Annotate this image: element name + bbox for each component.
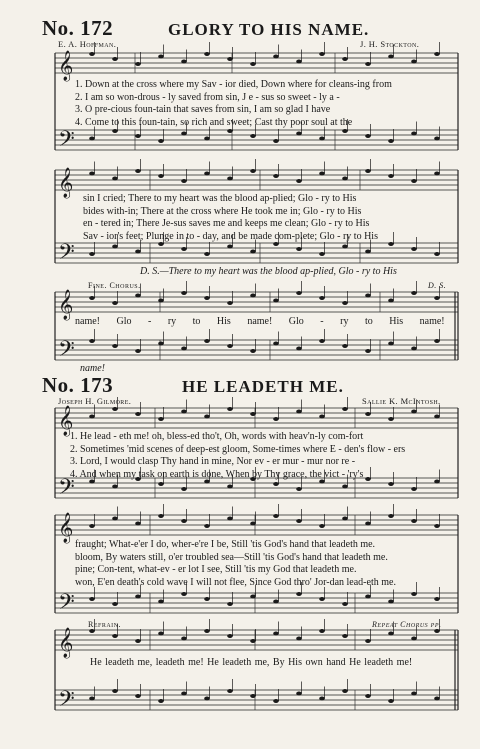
note-head bbox=[158, 482, 164, 486]
verse-line: 3. Lord, I would clasp Thy hand in mine, Nor ev - er mur - mur nor re - bbox=[70, 456, 356, 467]
hymn-173-refrain: He leadeth me, leadeth me! He leadeth me, By His own hand He leadeth me! bbox=[90, 657, 413, 668]
note-head bbox=[112, 245, 118, 249]
note-head bbox=[342, 129, 348, 133]
note-head bbox=[411, 410, 417, 414]
note-head bbox=[204, 697, 210, 701]
note-head bbox=[227, 245, 233, 249]
note-head bbox=[250, 294, 256, 298]
note-head bbox=[204, 629, 210, 633]
note-head bbox=[250, 412, 256, 416]
note-head bbox=[273, 600, 279, 604]
svg-text:𝄞: 𝄞 bbox=[58, 406, 74, 436]
note-head bbox=[319, 296, 325, 300]
note-head bbox=[227, 301, 233, 305]
note-head bbox=[365, 639, 371, 643]
note-head bbox=[135, 294, 141, 298]
note-head bbox=[273, 632, 279, 636]
note-head bbox=[296, 637, 302, 641]
note-head bbox=[411, 247, 417, 251]
verse-line: 1. He lead - eth me! oh, bless-ed tho't, Oh, words with heav'n-ly com-fort bbox=[70, 431, 364, 442]
note-head bbox=[181, 637, 187, 641]
note-head bbox=[411, 592, 417, 596]
note-head bbox=[365, 522, 371, 526]
note-head bbox=[89, 415, 95, 419]
note-head bbox=[250, 349, 256, 353]
note-head bbox=[135, 62, 141, 66]
note-head bbox=[296, 692, 302, 696]
hymn-173-verses-1 bbox=[70, 431, 456, 481]
note-head bbox=[434, 697, 440, 701]
note-head bbox=[319, 629, 325, 633]
note-head bbox=[342, 57, 348, 61]
note-head bbox=[135, 250, 141, 254]
svg-text:𝄞: 𝄞 bbox=[58, 513, 74, 543]
hymn-173-verses-2 bbox=[75, 539, 457, 589]
verse-line: 2. I am so won-drous - ly saved from sin, J e - sus so sweet - ly a - bbox=[75, 91, 340, 103]
note-head bbox=[204, 137, 210, 141]
note-head bbox=[273, 299, 279, 303]
note-head bbox=[319, 137, 325, 141]
verse-line: en - tered in; There Je-sus saves me and keeps me clean; Glo - ry to His bbox=[83, 218, 370, 229]
note-head bbox=[273, 417, 279, 421]
note-head bbox=[411, 692, 417, 696]
note-head bbox=[112, 485, 118, 489]
note-head bbox=[411, 347, 417, 351]
note-head bbox=[342, 177, 348, 181]
svg-text:𝄞: 𝄞 bbox=[58, 51, 74, 81]
note-head bbox=[181, 132, 187, 136]
staff-172-s1-treble bbox=[55, 53, 458, 73]
hymn-173-refrain-label: Refrain. bbox=[88, 620, 122, 629]
note-head bbox=[227, 517, 233, 521]
hymn-173-number: No. 173 bbox=[42, 373, 114, 397]
note-head bbox=[365, 294, 371, 298]
note-head bbox=[181, 247, 187, 251]
note-head bbox=[411, 637, 417, 641]
note-head bbox=[112, 407, 118, 411]
svg-text:𝄞: 𝄞 bbox=[58, 168, 74, 198]
verse-line: bides with-in; There at the cross where He took me in; Glo - ry to His bbox=[83, 205, 362, 217]
note-head bbox=[434, 137, 440, 141]
hymn-173-composer: Sallie K. McIntosh. bbox=[362, 396, 441, 406]
verse-line: Sav - ior's feet; Plunge in to - day, and be made com-plete; Glo - ry to His bbox=[83, 230, 378, 242]
note-head bbox=[250, 169, 256, 173]
note-head bbox=[112, 129, 118, 133]
note-head bbox=[319, 524, 325, 528]
note-head bbox=[112, 634, 118, 638]
note-head bbox=[411, 132, 417, 136]
note-head bbox=[388, 55, 394, 59]
note-head bbox=[204, 52, 210, 56]
note-head bbox=[89, 339, 95, 343]
note-head bbox=[434, 629, 440, 633]
note-head bbox=[342, 301, 348, 305]
verse-line: pine; Con-tent, what-ev - er lot I see, Still 'tis my God that leadeth me. bbox=[75, 564, 357, 575]
svg-text:𝄢: 𝄢 bbox=[58, 687, 75, 717]
note-head bbox=[181, 410, 187, 414]
note-head bbox=[181, 692, 187, 696]
note-head bbox=[365, 250, 371, 254]
note-head bbox=[204, 415, 210, 419]
note-head bbox=[158, 417, 164, 421]
note-head bbox=[296, 410, 302, 414]
note-head bbox=[434, 597, 440, 601]
verse-line: 2. Sometimes 'mid scenes of deep-est gloom, Some-times where E - den's flow - ers bbox=[70, 443, 406, 455]
note-head bbox=[434, 524, 440, 528]
note-head bbox=[273, 482, 279, 486]
hymn-172-verses-1 bbox=[75, 79, 457, 129]
note-head bbox=[411, 179, 417, 183]
svg-text:𝄢: 𝄢 bbox=[58, 590, 75, 620]
note-head bbox=[158, 174, 164, 178]
verse-line: sin I cried; There to my heart was the blood ap-plied; Glo - ry to His bbox=[83, 193, 357, 204]
note-head bbox=[135, 595, 141, 599]
note-head bbox=[296, 60, 302, 64]
verse-line: 4. And when my task on earth is done, When by Thy grace, the vict - 'ry's bbox=[70, 468, 364, 480]
note-head bbox=[365, 349, 371, 353]
note-head bbox=[365, 134, 371, 138]
hymn-173-repeat-mark: Repeat Chorus pp. bbox=[372, 620, 442, 629]
note-head bbox=[273, 514, 279, 518]
note-head bbox=[342, 689, 348, 693]
note-head bbox=[250, 522, 256, 526]
note-head bbox=[250, 694, 256, 698]
note-head bbox=[89, 697, 95, 701]
svg-text:𝄞: 𝄞 bbox=[58, 290, 74, 320]
note-head bbox=[388, 417, 394, 421]
note-head bbox=[227, 602, 233, 606]
hymn-172-title: GLORY TO HIS NAME. bbox=[168, 20, 370, 39]
note-head bbox=[296, 132, 302, 136]
verse-line: 1. Down at the cross where my Sav - ior died, Down where for cleans-ing from bbox=[75, 79, 392, 90]
note-head bbox=[434, 252, 440, 256]
note-head bbox=[89, 629, 95, 633]
note-head bbox=[342, 485, 348, 489]
staff-173-s1-treble bbox=[55, 408, 458, 428]
note-head bbox=[365, 412, 371, 416]
note-head bbox=[158, 632, 164, 636]
note-head bbox=[135, 694, 141, 698]
note-head bbox=[342, 517, 348, 521]
note-head bbox=[388, 299, 394, 303]
note-head bbox=[181, 487, 187, 491]
note-head bbox=[204, 339, 210, 343]
hymn-173-author: Joseph H. Gilmore. bbox=[58, 396, 132, 406]
hymn-172-number: No. 172 bbox=[42, 16, 114, 40]
svg-text:𝄢: 𝄢 bbox=[58, 337, 75, 367]
note-head bbox=[158, 139, 164, 143]
verse-line: fraught; What-e'er I do, wher-e're I be, Still 'tis God's hand that leadeth me. bbox=[75, 539, 376, 550]
note-head bbox=[365, 595, 371, 599]
note-head bbox=[89, 52, 95, 56]
note-head bbox=[204, 172, 210, 176]
note-head bbox=[112, 57, 118, 61]
note-head bbox=[296, 487, 302, 491]
staff-172-s1-bass bbox=[55, 130, 458, 150]
note-head bbox=[250, 595, 256, 599]
note-head bbox=[135, 134, 141, 138]
note-head bbox=[89, 524, 95, 528]
note-head bbox=[296, 347, 302, 351]
note-head bbox=[204, 524, 210, 528]
note-head bbox=[388, 514, 394, 518]
note-head bbox=[319, 252, 325, 256]
verse-line: 4. Come to this foun-tain, so rich and sweet; Cast thy poor soul at the bbox=[75, 116, 353, 128]
hymn-172-composer: J. H. Stockton. bbox=[360, 39, 420, 49]
note-head bbox=[388, 699, 394, 703]
note-head bbox=[342, 245, 348, 249]
note-head bbox=[273, 342, 279, 346]
note-head bbox=[319, 597, 325, 601]
note-head bbox=[365, 694, 371, 698]
note-head bbox=[158, 55, 164, 59]
svg-text:𝄢: 𝄢 bbox=[58, 475, 75, 505]
staff-173-s3-bass bbox=[55, 690, 458, 710]
note-head bbox=[89, 137, 95, 141]
note-head bbox=[250, 134, 256, 138]
note-head bbox=[365, 169, 371, 173]
note-head bbox=[411, 60, 417, 64]
note-head bbox=[250, 250, 256, 254]
note-head bbox=[135, 639, 141, 643]
note-head bbox=[411, 291, 417, 295]
note-head bbox=[89, 296, 95, 300]
note-head bbox=[227, 177, 233, 181]
note-head bbox=[273, 174, 279, 178]
note-head bbox=[112, 689, 118, 693]
note-head bbox=[365, 62, 371, 66]
svg-text:𝄢: 𝄢 bbox=[58, 127, 75, 157]
staff-173-s3-treble bbox=[55, 630, 458, 650]
note-head bbox=[204, 597, 210, 601]
note-head bbox=[319, 697, 325, 701]
note-head bbox=[181, 60, 187, 64]
hymn-172-ds-line: D. S.—There to my heart was the blood ap-plied, Glo - ry to His bbox=[140, 266, 397, 277]
hymn-172-verses-2 bbox=[83, 193, 457, 243]
note-head bbox=[388, 632, 394, 636]
note-head bbox=[388, 342, 394, 346]
note-head bbox=[227, 689, 233, 693]
note-head bbox=[250, 639, 256, 643]
note-head bbox=[434, 415, 440, 419]
note-head bbox=[434, 339, 440, 343]
note-head bbox=[273, 699, 279, 703]
note-head bbox=[434, 172, 440, 176]
note-head bbox=[158, 342, 164, 346]
note-head bbox=[158, 600, 164, 604]
note-head bbox=[319, 52, 325, 56]
hymn-172-chorus: name! Glo - ry to His name! Glo - ry to His name! bbox=[75, 316, 445, 327]
note-head bbox=[434, 296, 440, 300]
note-head bbox=[388, 482, 394, 486]
note-head bbox=[227, 57, 233, 61]
note-head bbox=[273, 139, 279, 143]
note-head bbox=[227, 485, 233, 489]
verse-line: won, E'en death's cold wave I will not flee, Since God thro' Jor-dan lead-eth me. bbox=[75, 576, 396, 588]
note-head bbox=[296, 291, 302, 295]
note-head bbox=[112, 177, 118, 181]
note-head bbox=[388, 139, 394, 143]
note-head bbox=[296, 179, 302, 183]
note-head bbox=[112, 301, 118, 305]
note-head bbox=[204, 296, 210, 300]
note-head bbox=[227, 634, 233, 638]
note-head bbox=[135, 412, 141, 416]
note-head bbox=[112, 344, 118, 348]
note-head bbox=[181, 291, 187, 295]
note-head bbox=[319, 415, 325, 419]
hymn-172-fine-chorus: Fine. Chorus. bbox=[88, 281, 141, 290]
note-head bbox=[135, 169, 141, 173]
note-head bbox=[112, 517, 118, 521]
note-head bbox=[135, 349, 141, 353]
note-head bbox=[135, 522, 141, 526]
svg-text:𝄢: 𝄢 bbox=[58, 240, 75, 270]
note-head bbox=[411, 519, 417, 523]
note-head bbox=[434, 52, 440, 56]
note-head bbox=[411, 487, 417, 491]
note-head bbox=[342, 407, 348, 411]
staff-172-s3-bass bbox=[55, 340, 458, 360]
note-head bbox=[342, 634, 348, 638]
verse-line: 3. O pre-cious foun-tain that saves from sin, I am so glad I have bbox=[75, 104, 331, 115]
note-head bbox=[388, 174, 394, 178]
note-head bbox=[296, 247, 302, 251]
note-head bbox=[250, 62, 256, 66]
note-head bbox=[319, 172, 325, 176]
note-head bbox=[158, 514, 164, 518]
note-head bbox=[273, 55, 279, 59]
note-head bbox=[388, 600, 394, 604]
note-head bbox=[227, 407, 233, 411]
note-head bbox=[89, 172, 95, 176]
hymn-172-author: E. A. Hoffman. bbox=[58, 39, 117, 49]
verse-line: bloom, By waters still, o'er troubled sea—Still 'tis God's hand that leadeth me. bbox=[75, 551, 388, 563]
note-head bbox=[296, 519, 302, 523]
note-head bbox=[158, 699, 164, 703]
note-head bbox=[89, 597, 95, 601]
hymn-172-chorus-tail: name! bbox=[80, 363, 105, 374]
note-head bbox=[181, 592, 187, 596]
note-head bbox=[204, 252, 210, 256]
note-head bbox=[227, 129, 233, 133]
hymn-172-ds-mark: D. S. bbox=[428, 281, 447, 290]
note-head bbox=[158, 299, 164, 303]
note-head bbox=[227, 344, 233, 348]
note-head bbox=[181, 179, 187, 183]
note-head bbox=[112, 602, 118, 606]
note-head bbox=[342, 344, 348, 348]
note-head bbox=[181, 347, 187, 351]
note-head bbox=[181, 519, 187, 523]
note-head bbox=[319, 339, 325, 343]
svg-text:𝄞: 𝄞 bbox=[58, 628, 74, 658]
hymn-173-title: HE LEADETH ME. bbox=[182, 377, 344, 396]
note-head bbox=[296, 592, 302, 596]
note-head bbox=[89, 252, 95, 256]
note-head bbox=[342, 602, 348, 606]
